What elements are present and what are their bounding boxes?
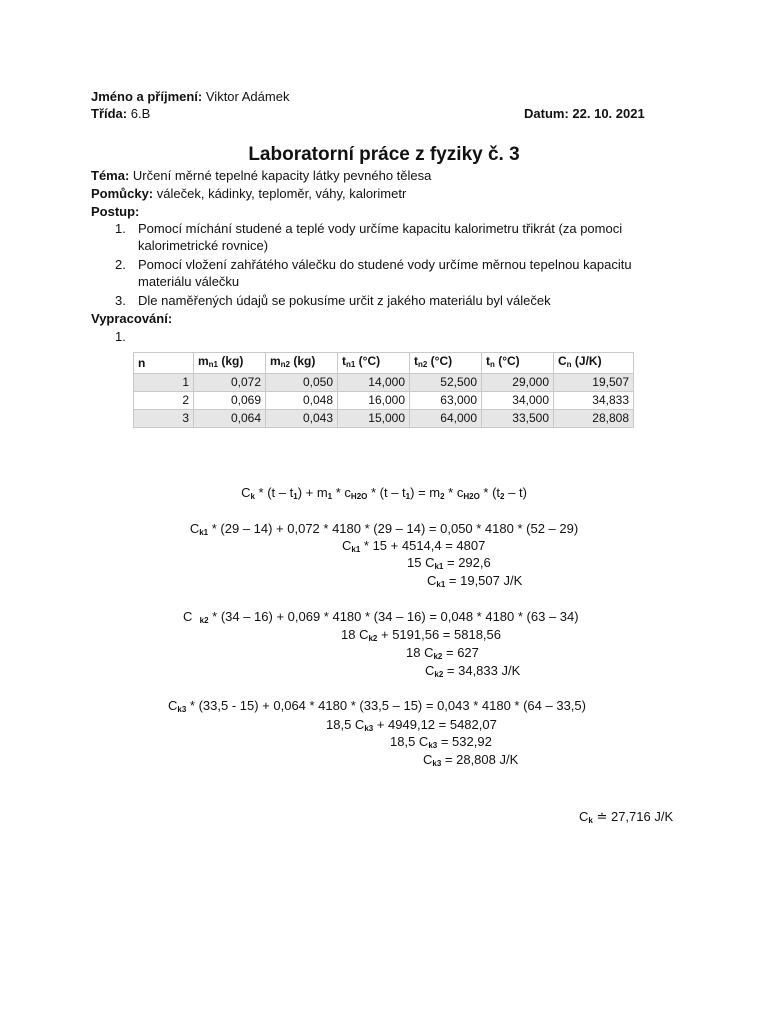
col-header-n: n (134, 353, 194, 374)
date-value: 22. 10. 2021 (572, 106, 645, 121)
cell-t2: 52,500 (410, 374, 482, 392)
cell-m2: 0,043 (266, 410, 338, 428)
class-line (91, 105, 150, 122)
cell-t: 34,000 (482, 392, 554, 410)
col-header-t: $t_n$ (°C) (482, 353, 554, 374)
col-header-t2: $t_{n2}$ (°C) (410, 353, 482, 374)
step-number: 1. (115, 221, 126, 236)
cell-m2: 0,048 (266, 392, 338, 410)
procedure-label: Postup: (91, 204, 140, 219)
col-header-m2: $m_{n2}$ (kg) (266, 353, 338, 374)
cell-c: 19,507 (554, 374, 634, 392)
cell-t: 33,500 (482, 410, 554, 428)
ck1-result-line: $C_{k1} = 19,507$ J/K (427, 573, 523, 589)
work-item-number: 1. (115, 329, 126, 344)
cell-m2: 0,050 (266, 374, 338, 392)
name-line (91, 88, 289, 105)
work-label: Vypracování: (91, 311, 173, 326)
ck3-equation-line: 18,5 $C_{k3} = 532,92$ (390, 734, 492, 750)
final-result: $C_k$ ≐ 27,716 J/K (579, 809, 674, 825)
page-title: Laboratorní práce z fyziky č. 3 (248, 144, 520, 165)
ck1-equation-line: 15 $C_{k1} = 292,6$ (407, 555, 491, 571)
ck1-equation-line: $C_{k1} * (29 - 14) + 0,072 * 4180 * (29 - 14) = 0,050 * 4180 * (52 - 29)$ (189, 521, 579, 537)
cell-t1: 14,000 (338, 374, 410, 392)
class-value: 6.B (130, 106, 151, 121)
ck1-equation-line: $C_{k1} * 15 + 4514,4 = 4807$ (342, 538, 486, 554)
ck2-equation-line: 18 $C_{k2} + 5191,56 = 5818,56$ (341, 627, 501, 643)
cell-m1: 0,064 (194, 410, 266, 428)
topic-value: Určení měrné tepelné kapacity látky pevného tělesa (132, 168, 432, 183)
tools-line (91, 185, 406, 202)
cell-n: 3 (134, 410, 194, 428)
ck2-result-line: $C_{k2} = 34,833$ J/K (425, 663, 521, 679)
table-row (134, 392, 634, 410)
step-text: Pomocí míchání studené a teplé vody určíme kapacitu kalorimetru třikrát (za pomoci kalorimetrické rovnice) (138, 221, 623, 253)
step-number: 2. (115, 257, 126, 272)
ck2-equation-line: C $_{k2}$ * (34 – 16) + 0,069 * 4180 * (34 – 16) = 0,048 * 4180 * (63 – 34) (183, 609, 579, 625)
col-header-t1: $t_{n1}$ (°C) (338, 353, 410, 374)
class-label: Třída: (91, 106, 128, 121)
table-header-row (134, 353, 634, 374)
step-text: Dle naměřených údajů se pokusíme určit z jakého materiálu byl váleček (138, 293, 551, 308)
topic-line (91, 167, 431, 184)
cell-c: 28,808 (554, 410, 634, 428)
cell-t2: 64,000 (410, 410, 482, 428)
measurement-table (133, 352, 634, 428)
col-header-c: $C_n$ (J/K) (554, 353, 634, 374)
col-header-m1: $m_{n1}$ (kg) (194, 353, 266, 374)
table-row (134, 410, 634, 428)
step-text: Pomocí vložení zahřátého válečku do studené vody určíme měrnou tepelnou kapacitu materiálu válečku (138, 257, 632, 289)
ck3-equation-line: 18,5 $C_{k3} + 4949,12 = 5482,07$ (326, 717, 497, 733)
name-label: Jméno a příjmení: (91, 89, 203, 104)
cell-n: 2 (134, 392, 194, 410)
table-row (134, 374, 634, 392)
cell-t1: 16,000 (338, 392, 410, 410)
name-value: Viktor Adámek (205, 89, 290, 104)
ck3-equation-line: $C_{k3} * (33,5 - 15) + 0,064 * 4180 * (33,5 - 15) = 0,043 * 4180 * (64 - 33,5)$ (168, 698, 586, 714)
tools-value: váleček, kádinky, teploměr, váhy, kalorimetr (156, 186, 407, 201)
cell-t2: 63,000 (410, 392, 482, 410)
cell-c: 34,833 (554, 392, 634, 410)
topic-label: Téma: (91, 168, 130, 183)
step-number: 3. (115, 293, 126, 308)
general-equation: $C_k * (t - t_1) + m_1 * c_{H2O} * (t - t_1) = m_2 * c_{H2O} * (t_2 - t)$ (241, 485, 527, 501)
cell-t1: 15,000 (338, 410, 410, 428)
ck2-equation-line: 18 $C_{k2} = 627$ (406, 645, 479, 661)
cell-t: 29,000 (482, 374, 554, 392)
cell-n: 1 (134, 374, 194, 392)
ck3-result-line: $C_{k3} = 28,808$ J/K (423, 752, 519, 768)
date-label: Datum: (524, 106, 569, 121)
tools-label: Pomůcky: (91, 186, 154, 201)
date-line (524, 105, 645, 122)
cell-m1: 0,072 (194, 374, 266, 392)
cell-m1: 0,069 (194, 392, 266, 410)
